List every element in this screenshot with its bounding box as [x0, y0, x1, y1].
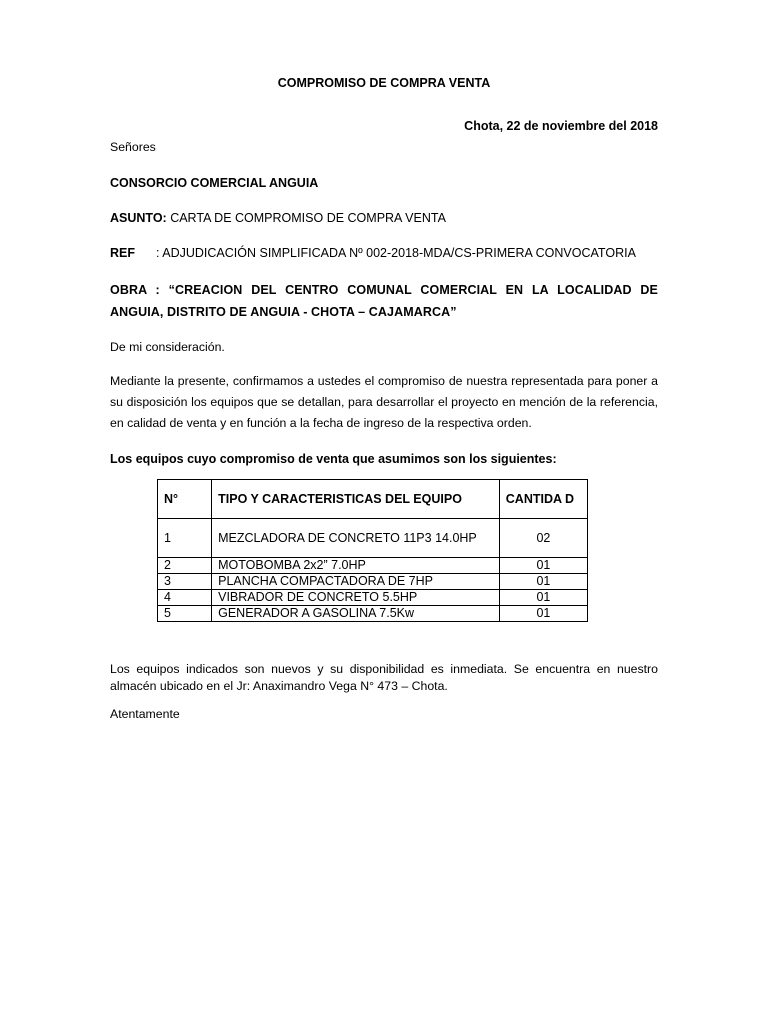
- subject-label: ASUNTO:: [110, 211, 167, 225]
- row-description: MOTOBOMBA 2x2” 7.0HP: [212, 558, 500, 574]
- header-number: N°: [158, 480, 212, 519]
- reference-line: [110, 246, 636, 260]
- table-row: [158, 519, 588, 558]
- reference-label: REF: [110, 246, 135, 260]
- row-quantity: 01: [499, 558, 587, 574]
- row-description: GENERADOR A GASOLINA 7.5Kw: [212, 606, 500, 622]
- row-description: MEZCLADORA DE CONCRETO 11P3 14.0HP: [212, 519, 500, 558]
- project-description: OBRA : “CREACION DEL CENTRO COMUNAL COMERCIAL EN LA LOCALIDAD DE ANGUIA, DISTRITO DE ANGUIA - CHOTA – CAJAMARCA”: [110, 283, 658, 319]
- row-description: PLANCHA COMPACTADORA DE 7HP: [212, 574, 500, 590]
- subject-line: [110, 211, 446, 225]
- document-title: COMPROMISO DE COMPRA VENTA: [277, 76, 491, 90]
- table-row: [158, 558, 588, 574]
- table-row: [158, 590, 588, 606]
- header-quantity: CANTIDA D: [499, 480, 587, 519]
- table-header-row: [158, 480, 588, 519]
- header-description: TIPO Y CARACTERISTICAS DEL EQUIPO: [212, 480, 500, 519]
- table-row: [158, 574, 588, 590]
- subject-text: CARTA DE COMPROMISO DE COMPRA VENTA: [166, 211, 446, 225]
- row-quantity: 01: [499, 606, 587, 622]
- body-paragraph: Mediante la presente, confirmamos a ustedes el compromiso de nuestra representada para poner a su disposición los equipos que se detallan, para desarrollar el proyecto en mención de la referencia, en calidad de venta y en función a la fecha de ingreso de la respectiva orden.: [110, 374, 658, 430]
- reference-text: : ADJUDICACIÓN SIMPLIFICADA Nº 002-2018-MDA/CS-PRIMERA CONVOCATORIA: [156, 246, 636, 260]
- row-number: 1: [158, 519, 212, 558]
- row-description: VIBRADOR DE CONCRETO 5.5HP: [212, 590, 500, 606]
- salutation: Señores: [110, 140, 156, 154]
- table-row: [158, 606, 588, 622]
- equipment-intro: Los equipos cuyo compromiso de venta que asumimos son los siguientes:: [110, 452, 557, 466]
- closing-paragraph: Los equipos indicados son nuevos y su disponibilidad es inmediata. Se encuentra en nuestro almacén ubicado en el Jr: Anaximandro Vega N° 473 – Chota.: [110, 662, 658, 693]
- letter-date: Chota, 22 de noviembre del 2018: [464, 119, 658, 133]
- equipment-table: [157, 479, 588, 622]
- greeting: De mi consideración.: [110, 340, 225, 354]
- row-number: 4: [158, 590, 212, 606]
- row-number: 5: [158, 606, 212, 622]
- row-quantity: 02: [499, 519, 587, 558]
- recipient-name: CONSORCIO COMERCIAL ANGUIA: [110, 176, 319, 190]
- signoff: Atentamente: [110, 707, 180, 721]
- row-number: 2: [158, 558, 212, 574]
- row-quantity: 01: [499, 590, 587, 606]
- row-number: 3: [158, 574, 212, 590]
- row-quantity: 01: [499, 574, 587, 590]
